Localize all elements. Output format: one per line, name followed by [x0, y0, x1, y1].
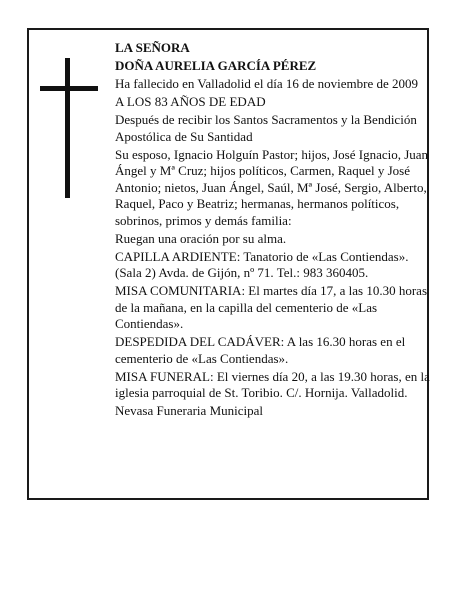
- notice-text: [115, 40, 431, 421]
- notice-age-line: A LOS 83 AÑOS DE EDAD: [115, 94, 266, 109]
- cross-horizontal-bar: [40, 86, 98, 91]
- notice-community-mass-line: MISA COMUNITARIA: El martes día 17, a las 10.30 horas de la mañana, en la capilla del cementerio de «Las Contiendas».: [115, 283, 428, 331]
- notice-funeral-mass-line: MISA FUNERAL: El viernes día 20, a las 19.30 horas, en la iglesia parroquial de St. Toribio. C/. Hornija. Valladolid.: [115, 368, 430, 400]
- notice-sacraments-line: Después de recibir los Santos Sacramentos y la Bendición Apostólica de Su Santidad: [115, 112, 417, 144]
- notice-prayer-line: Ruegan una oración por su alma.: [115, 230, 287, 246]
- notice-deceased-name: DOÑA AURELIA GARCÍA PÉREZ: [115, 58, 317, 73]
- notice-title-line-1: LA SEÑORA: [115, 40, 190, 55]
- obituary-notice: [27, 28, 429, 500]
- notice-chapel-line: CAPILLA ARDIENTE: Tanatorio de «Las Contiendas». (Sala 2) Avda. de Gijón, nº 71. Tel.: 983 360405.: [115, 248, 409, 280]
- notice-family-line: Su esposo, Ignacio Holguín Pastor; hijos, José Ignacio, Juan Ángel y Mª Cruz; hijos políticos, Carmen, Raquel y José Antonio; nietos, Juan Ángel, Saúl, Mª José, Sergio, Alberto, Raquel, Paco y Beatriz; hermanas, hermanos políticos, sobrinos, primos y demás familia:: [115, 146, 429, 228]
- cross-icon: [40, 58, 98, 198]
- notice-death-line: Ha fallecido en Valladolid el día 16 de noviembre de 2009: [115, 76, 418, 91]
- notice-farewell-line: DESPEDIDA DEL CADÁVER: A las 16.30 horas en el cementerio de «Las Contiendas».: [115, 334, 406, 366]
- notice-funeral-home-line: Nevasa Funeraria Municipal: [115, 403, 264, 418]
- cross-vertical-bar: [65, 58, 70, 198]
